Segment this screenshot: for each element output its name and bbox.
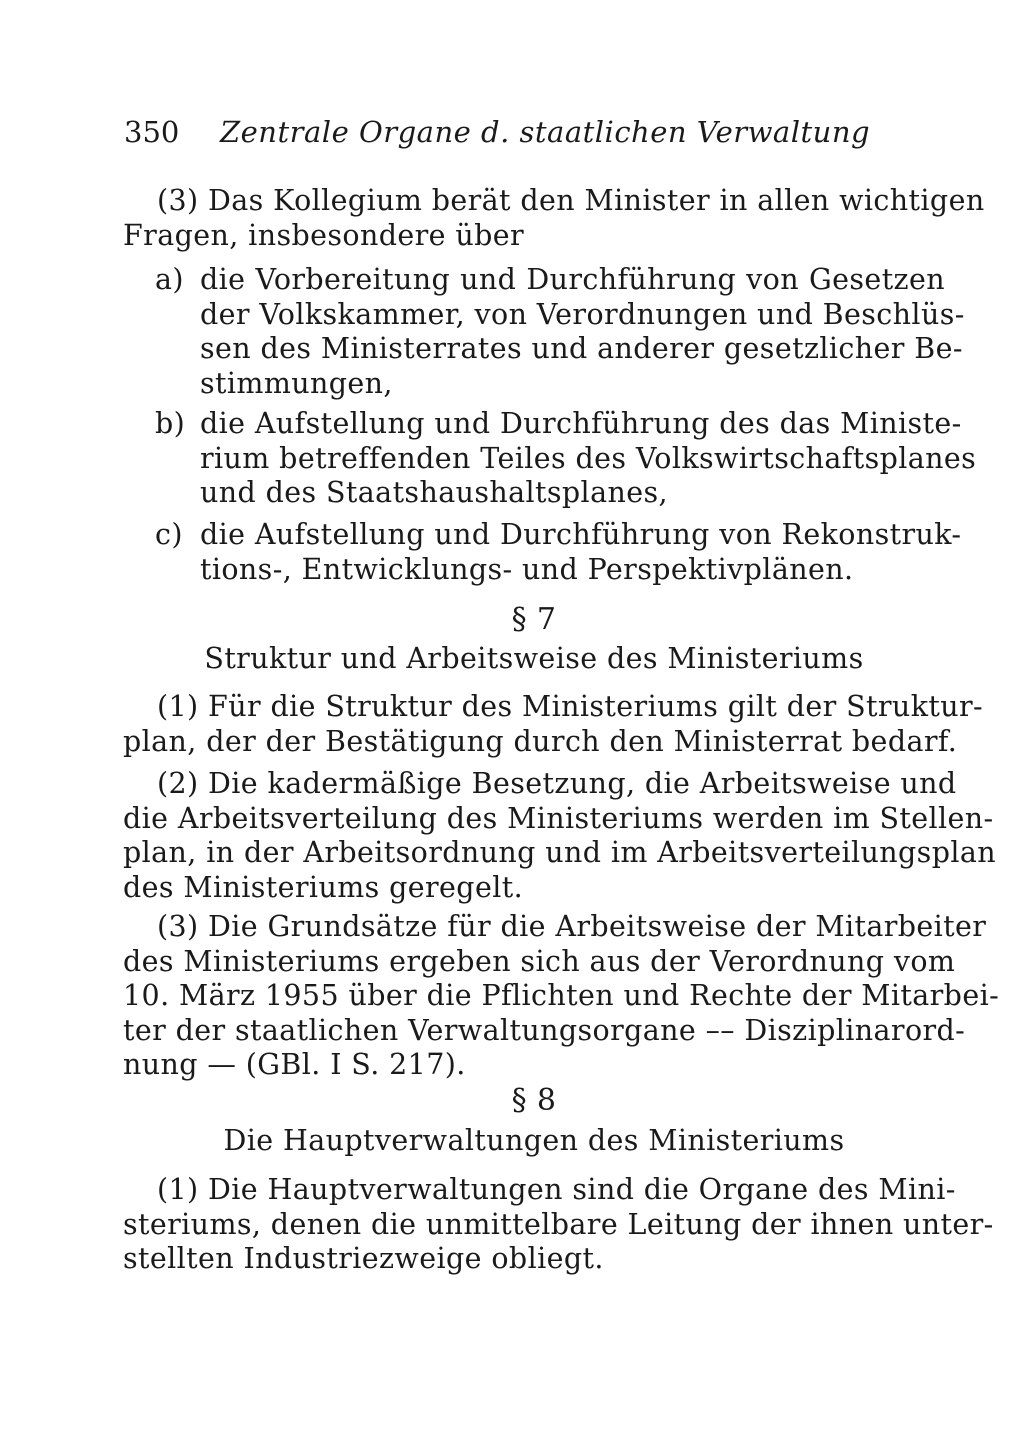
section-7-paragraph-1 bbox=[123, 690, 984, 759]
list-item-a bbox=[155, 263, 965, 401]
paragraph-3-intro bbox=[123, 184, 985, 253]
text-line: des Ministeriums ergeben sich aus der Verordnung vom bbox=[123, 944, 956, 978]
running-title: Zentrale Organe d. staatlichen Verwaltung bbox=[220, 115, 871, 149]
section-7-number: § 7 bbox=[511, 602, 557, 637]
running-header bbox=[124, 112, 871, 152]
text-line: ter der staatlichen Verwaltungsorgane –– Disziplinarord- bbox=[123, 1013, 966, 1047]
text-line: sen des Ministerrates und anderer gesetzlicher Be- bbox=[200, 332, 963, 365]
page-number: 350 bbox=[124, 115, 180, 149]
text-line: plan, der der Bestätigung durch den Ministerrat bedarf. bbox=[123, 724, 958, 758]
text-line: Fragen, insbesondere über bbox=[123, 218, 525, 252]
text-line: (1) Für die Struktur des Ministeriums gilt der Struktur- bbox=[157, 690, 984, 723]
text-line: die Aufstellung und Durchführung von Rekonstruk- bbox=[200, 518, 962, 551]
text-line: des Ministeriums geregelt. bbox=[123, 870, 524, 904]
section-8-number: § 8 bbox=[511, 1083, 557, 1118]
text-line: stellten Industriezweige obliegt. bbox=[123, 1242, 604, 1275]
list-item-c bbox=[155, 518, 962, 587]
list-marker: c) bbox=[155, 518, 183, 551]
section-8-heading: Die Hauptverwaltungen des Ministeriums bbox=[223, 1124, 845, 1157]
text-line: (1) Die Hauptverwaltungen sind die Organe des Mini- bbox=[157, 1173, 956, 1206]
text-line: stimmungen, bbox=[200, 366, 393, 400]
text-line: und des Staatshaushaltsplanes, bbox=[200, 476, 668, 509]
text-line: 10. März 1955 über die Pflichten und Rechte der Mitarbei- bbox=[123, 979, 1000, 1012]
list-marker: a) bbox=[155, 263, 184, 296]
section-8-paragraph-1 bbox=[123, 1173, 994, 1277]
text-line: tions-, Entwicklungs- und Perspektivplänen. bbox=[200, 552, 854, 586]
text-line: rium betreffenden Teiles des Volkswirtschaftsplanes bbox=[200, 441, 977, 475]
list-marker: b) bbox=[155, 407, 186, 440]
text-line: plan, in der Arbeitsordnung und im Arbeitsverteilungsplan bbox=[123, 836, 996, 869]
text-line: die Aufstellung und Durchführung des das Ministe- bbox=[200, 407, 962, 440]
text-line: die Arbeitsverteilung des Ministeriums werden im Stellen- bbox=[123, 801, 994, 835]
text-line: (3) Die Grundsätze für die Arbeitsweise der Mitarbeiter bbox=[157, 910, 987, 943]
list-item-b bbox=[155, 407, 977, 511]
text-line: nung — (GBl. I S. 217). bbox=[123, 1048, 466, 1081]
section-7-paragraph-2 bbox=[123, 767, 996, 905]
section-7-heading: Struktur und Arbeitsweise des Ministeriums bbox=[204, 642, 864, 675]
text-line: der Volkskammer, von Verordnungen und Beschlüs- bbox=[200, 297, 965, 331]
text-line: die Vorbereitung und Durchführung von Gesetzen bbox=[200, 263, 945, 296]
text-line: (2) Die kadermäßige Besetzung, die Arbeitsweise und bbox=[157, 767, 957, 800]
section-7-paragraph-3 bbox=[123, 910, 1000, 1083]
text-line: (3) Das Kollegium berät den Minister in allen wichtigen bbox=[157, 184, 985, 217]
text-line: steriums, denen die unmittelbare Leitung der ihnen unter- bbox=[123, 1207, 994, 1241]
